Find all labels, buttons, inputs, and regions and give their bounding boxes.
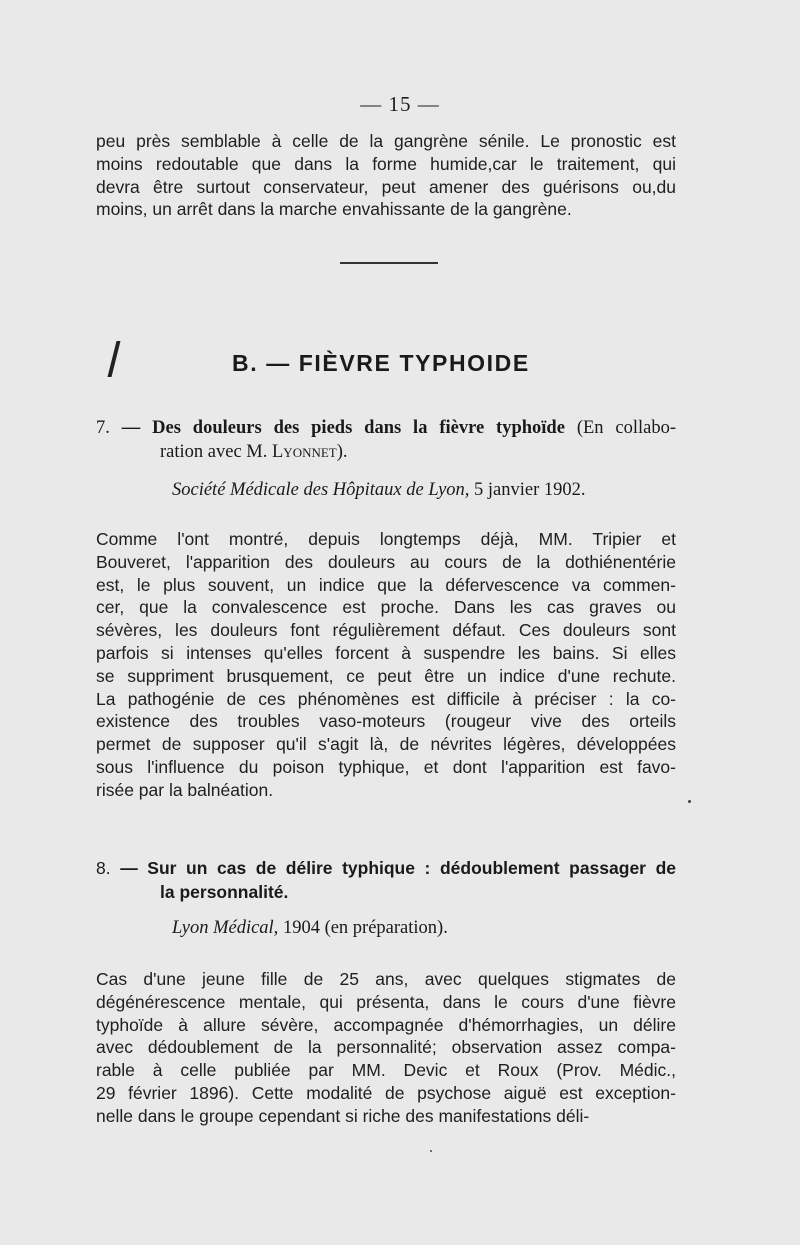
section-divider: [340, 262, 438, 264]
entry-7-paragraph-line: est, le plus souvent, un indice que la défervescence va commen-: [96, 574, 676, 595]
entry-8-paragraph-line: typhoïde à allure sévère, accompagnée d'hémorrhagies, un délire: [96, 1014, 676, 1035]
entry-8-paragraph-line: Cas d'une jeune fille de 25 ans, avec quelques stigmates de: [96, 969, 676, 989]
entry-7-paragraph-line: risée par la balnéation.: [96, 779, 274, 800]
top-paragraph-line: moins redoutable que dans la forme humide,car le traitement, qui: [96, 153, 676, 174]
entry-8-paragraph-line: nelle dans le groupe cependant si riche des manifestations déli-: [96, 1105, 590, 1126]
entry-7-journal: Société Médicale des Hôpitaux de Lyon,: [172, 480, 470, 500]
entry-7-paragraph-line: cer, que la convalescence est proche. Dans les cas graves ou: [96, 597, 676, 618]
entry-7-collaborator: Lyonnet: [272, 442, 337, 462]
entry-7-note-open: (En collabo-: [576, 418, 677, 438]
entry-8-citation: [172, 918, 448, 939]
entry-8-paragraph-line: avec dédoublement de la personnalité; observation assez compa-: [96, 1037, 676, 1058]
entry-7-paragraph-line: sévères, les douleurs font régulièrement défaut. Ces douleurs sont: [96, 620, 676, 641]
entry-8-paragraph-line: dégénérescence mentale, qui présenta, dans le cours d'une fièvre: [96, 991, 676, 1012]
entry-8-dash: —: [120, 858, 138, 878]
entry-7-dash: —: [121, 418, 141, 438]
top-paragraph-line: moins, un arrêt dans la marche envahissante de la gangrène.: [96, 199, 572, 220]
entry-8-paragraph-line: 29 février 1896). Cette modalité de psychose aiguë est exception-: [96, 1082, 676, 1103]
entry-8-journal: Lyon Médical,: [172, 918, 279, 938]
entry-7-paragraph-line: La pathogénie de ces phénomènes est difficile à préciser : la co-: [96, 688, 676, 709]
section-heading: B. — FIÈVRE TYPHOIDE: [232, 350, 530, 376]
entry-7-paragraph-line: Bouveret, l'apparition des douleurs au cours de la dothiénentérie: [96, 551, 676, 572]
top-paragraph: [96, 130, 676, 221]
margin-pen-mark: [108, 341, 121, 377]
page-number: — 15 —: [360, 92, 440, 116]
print-speck: [688, 800, 691, 803]
entry-7-paragraph-line: se suppriment brusquement, ce peut être un indice d'une rechute.: [96, 665, 676, 686]
top-paragraph-line: peu près semblable à celle de la gangrène sénile. Le pronostic est: [96, 131, 676, 151]
top-paragraph-line: devra être surtout conservateur, peut amener des guérisons ou,du: [96, 176, 676, 197]
entry-8-heading-line2: la personnalité.: [160, 882, 289, 902]
entry-7-citation: [172, 480, 586, 501]
entry-7-number: 7.: [96, 418, 110, 438]
entry-8-number: 8.: [96, 858, 111, 878]
entry-7-paragraph-line: existence des troubles vaso-moteurs (rougeur vive des orteils: [96, 711, 676, 732]
entry-7-paragraph-line: Comme l'ont montré, depuis longtemps déjà, MM. Tripier et: [96, 529, 676, 549]
entry-7-title: [96, 416, 676, 464]
entry-7-note-cont: ration avec M.: [160, 442, 268, 462]
entry-7-paragraph-line: sous l'influence du poison typhique, et dont l'apparition est favo-: [96, 756, 676, 777]
print-speck: [430, 1150, 432, 1152]
entry-7-date: 5 janvier 1902.: [474, 480, 586, 500]
entry-7-note-close: ).: [336, 442, 348, 462]
entry-7-paragraph-line: permet de supposer qu'il s'agit là, de névrites légères, développées: [96, 734, 676, 755]
entry-7-paragraph: [96, 528, 676, 802]
entry-8-heading-line1: Sur un cas de délire typhique : dédoublement passager de: [147, 858, 676, 878]
entry-8-paragraph: [96, 968, 676, 1128]
entry-8-paragraph-line: rable à celle publiée par MM. Devic et Roux (Prov. Médic.,: [96, 1060, 676, 1081]
entry-8-title: [96, 856, 676, 904]
entry-8-rest: 1904 (en préparation).: [282, 918, 448, 938]
entry-7-paragraph-line: parfois si intenses qu'elles forcent à suspendre les bains. Si elles: [96, 642, 676, 663]
entry-7-heading: Des douleurs des pieds dans la fièvre typhoïde: [152, 418, 565, 438]
